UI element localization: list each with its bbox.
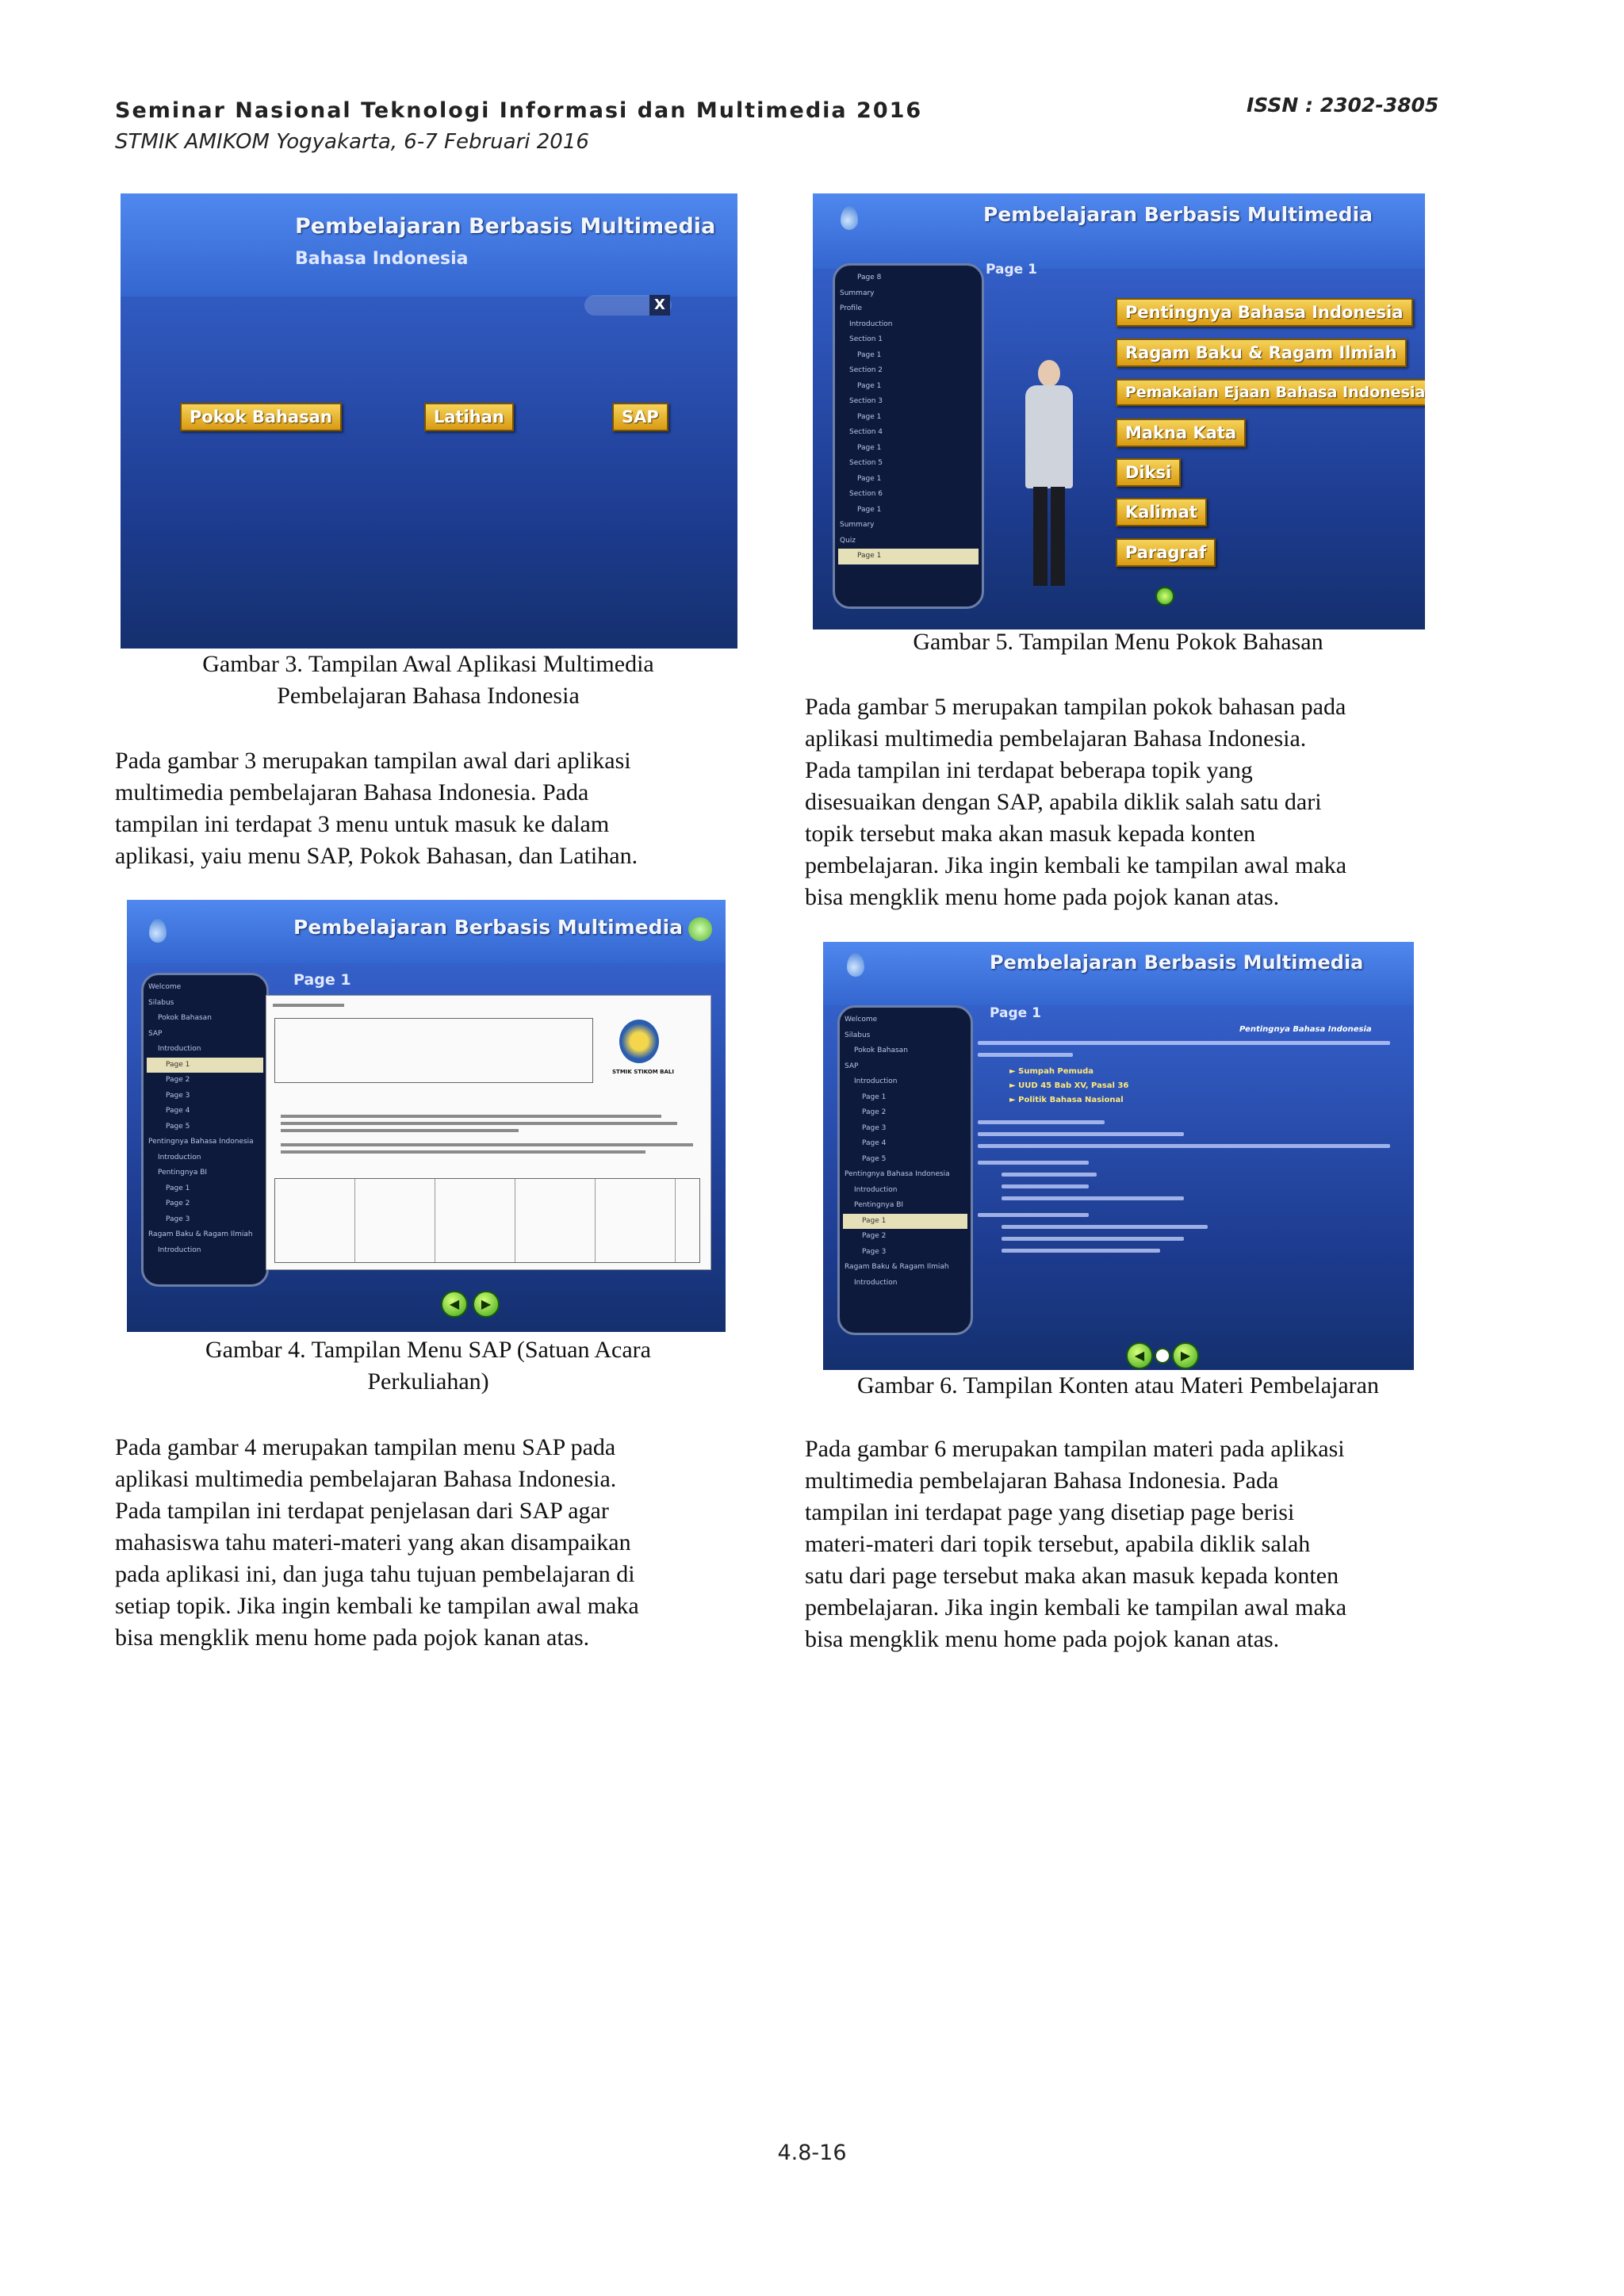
text-line: Pada gambar 6 merupakan tampilan materi pada aplikasi bbox=[805, 1436, 1345, 1462]
figure3-caption-line2: Pembelajaran Bahasa Indonesia bbox=[277, 683, 580, 709]
sidebar-item[interactable]: Page 5 bbox=[862, 1154, 887, 1163]
content-bullet: ► Sumpah Pemuda bbox=[1009, 1067, 1094, 1076]
document-topic-table bbox=[274, 1178, 700, 1263]
close-icon[interactable]: X bbox=[649, 295, 670, 316]
pokok-bahasan-button[interactable]: Pokok Bahasan bbox=[180, 403, 342, 431]
sidebar-item[interactable]: Page 4 bbox=[862, 1139, 887, 1147]
sidebar-item[interactable]: Page 2 bbox=[166, 1200, 190, 1207]
sidebar-item[interactable]: Page 8 bbox=[857, 274, 882, 281]
text-line: bisa mengklik menu home pada pojok kanan atas. bbox=[115, 1624, 590, 1651]
sidebar-item[interactable]: Section 6 bbox=[849, 490, 883, 498]
sidebar-item[interactable]: Page 2 bbox=[166, 1076, 190, 1084]
text-line: aplikasi, yaiu menu SAP, Pokok Bahasan, dan Latihan. bbox=[115, 843, 638, 869]
next-page-button[interactable]: ▶ bbox=[1172, 1342, 1199, 1369]
text-line: satu dari page tersebut maka akan masuk kepada konten bbox=[805, 1563, 1339, 1589]
sidebar-item[interactable]: Page 1 bbox=[843, 1214, 967, 1230]
paragraph-figure4 bbox=[115, 1432, 741, 1654]
issn-label: ISSN : 2302-3805 bbox=[1247, 94, 1439, 117]
sidebar-item[interactable]: Pentingnya Bahasa Indonesia bbox=[148, 1138, 254, 1146]
text-line: materi-materi dari topik tersebut, apabila diklik salah bbox=[805, 1531, 1311, 1557]
figure6-caption: Gambar 6. Tampilan Konten atau Materi Pembelajaran bbox=[857, 1372, 1379, 1399]
sidebar-item[interactable]: Welcome bbox=[845, 1016, 878, 1024]
page-label: Page 1 bbox=[990, 1005, 1041, 1021]
text-line: mahasiswa tahu materi-materi yang akan disampaikan bbox=[115, 1529, 631, 1556]
presenter-figure bbox=[1009, 360, 1089, 590]
content-bullet: ► Politik Bahasa Nasional bbox=[1009, 1096, 1124, 1104]
topic-button-paragraf[interactable]: Paragraf bbox=[1116, 538, 1216, 567]
figure5-screenshot bbox=[813, 193, 1425, 629]
logo-drop-icon bbox=[847, 953, 864, 977]
text-line: pembelajaran. Jika ingin kembali ke tampilan awal maka bbox=[805, 852, 1347, 878]
text-line: pada aplikasi ini, dan juga tahu tujuan pembelajaran di bbox=[115, 1561, 635, 1587]
sidebar-item[interactable]: Introduction bbox=[158, 1045, 201, 1053]
sidebar-item[interactable]: Page 1 bbox=[857, 474, 882, 483]
sidebar-item[interactable]: Quiz bbox=[840, 536, 856, 545]
figure4-screenshot bbox=[127, 900, 726, 1332]
sidebar-item[interactable]: Silabus bbox=[148, 998, 174, 1007]
content-bullet: ► UUD 45 Bab XV, Pasal 36 bbox=[1009, 1081, 1129, 1090]
paragraph-figure6 bbox=[805, 1433, 1433, 1655]
text-line: multimedia pembelajaran Bahasa Indonesia. Pada bbox=[805, 1468, 1279, 1494]
sidebar-item[interactable]: Introduction bbox=[854, 1278, 898, 1287]
app-title: Pembelajaran Berbasis Multimedia bbox=[983, 203, 1373, 226]
sidebar-item[interactable]: Page 2 bbox=[862, 1232, 887, 1240]
text-line: Pada gambar 4 merupakan tampilan menu SAP pada bbox=[115, 1434, 616, 1460]
sidebar-item[interactable]: Page 3 bbox=[166, 1215, 190, 1223]
sidebar-item[interactable]: Ragam Baku & Ragam Ilmiah bbox=[148, 1230, 253, 1238]
sidebar-item[interactable]: Page 1 bbox=[147, 1058, 263, 1073]
text-line: tampilan ini terdapat page yang disetiap page berisi bbox=[805, 1499, 1295, 1525]
topic-button-kalimat[interactable]: Kalimat bbox=[1116, 498, 1207, 526]
figure5-caption: Gambar 5. Tampilan Menu Pokok Bahasan bbox=[913, 629, 1323, 655]
topic-button-pentingnya-bi[interactable]: Pentingnya Bahasa Indonesia bbox=[1116, 298, 1413, 327]
page-label: Page 1 bbox=[293, 971, 351, 989]
sidebar-item[interactable]: Page 1 bbox=[857, 443, 882, 452]
sidebar-item[interactable]: Introduction bbox=[849, 320, 893, 328]
text-line: setiap topik. Jika ingin kembali ke tampilan awal maka bbox=[115, 1593, 639, 1619]
sidebar-item[interactable]: Page 1 bbox=[166, 1184, 190, 1192]
sidebar-item[interactable]: Pokok Bahasan bbox=[854, 1047, 908, 1054]
sidebar-item[interactable]: Silabus bbox=[845, 1031, 871, 1039]
sap-document bbox=[266, 995, 711, 1270]
sidebar-item[interactable]: Pokok Bahasan bbox=[158, 1014, 212, 1022]
text-line: topik tersebut maka akan masuk kepada konten bbox=[805, 821, 1256, 847]
sidebar-nav[interactable] bbox=[141, 973, 269, 1287]
sidebar-item[interactable]: Introduction bbox=[158, 1153, 201, 1161]
figure3-caption bbox=[111, 649, 745, 712]
next-page-button[interactable]: ▶ bbox=[473, 1291, 500, 1318]
app-title: Pembelajaran Berbasis Multimedia bbox=[990, 951, 1364, 974]
logo-drop-icon bbox=[841, 206, 858, 230]
text-line: tampilan ini terdapat 3 menu untuk masuk ke dalam bbox=[115, 811, 610, 837]
prev-page-button[interactable]: ◀ bbox=[441, 1291, 468, 1318]
sidebar-item[interactable]: Section 3 bbox=[849, 397, 883, 405]
sidebar-item[interactable]: Introduction bbox=[854, 1077, 898, 1085]
sidebar-item[interactable]: SAP bbox=[148, 1029, 163, 1038]
sidebar-item[interactable]: Page 1 bbox=[857, 350, 882, 359]
text-line: Pada gambar 5 merupakan tampilan pokok bahasan pada bbox=[805, 694, 1346, 720]
home-dot-icon[interactable] bbox=[1155, 587, 1174, 606]
sidebar-item[interactable]: Section 1 bbox=[849, 335, 883, 343]
latihan-button[interactable]: Latihan bbox=[424, 403, 514, 431]
sidebar-item[interactable]: Summary bbox=[840, 521, 875, 529]
stikom-logo bbox=[619, 1020, 659, 1063]
sidebar-item[interactable]: Page 1 bbox=[838, 549, 979, 564]
text-line: bisa mengklik menu home pada pojok kanan atas. bbox=[805, 884, 1280, 910]
sidebar-item[interactable]: Page 1 bbox=[857, 381, 882, 390]
sidebar-item[interactable]: Pentingnya BI bbox=[158, 1169, 208, 1177]
app-title: Pembelajaran Berbasis Multimedia bbox=[295, 214, 716, 239]
sidebar-nav[interactable] bbox=[833, 263, 984, 609]
sidebar-item[interactable]: Introduction bbox=[854, 1185, 898, 1194]
figure3-screenshot bbox=[121, 193, 737, 649]
text-line: bisa mengklik menu home pada pojok kanan atas. bbox=[805, 1626, 1280, 1652]
sidebar-item[interactable]: Page 3 bbox=[166, 1091, 190, 1100]
figure6-screenshot bbox=[823, 942, 1414, 1370]
sidebar-item[interactable]: Page 2 bbox=[862, 1108, 887, 1116]
text-line: Pada gambar 3 merupakan tampilan awal dari aplikasi bbox=[115, 748, 631, 774]
sidebar-item[interactable]: Page 3 bbox=[862, 1247, 887, 1256]
sidebar-item[interactable]: Pentingnya Bahasa Indonesia bbox=[845, 1170, 950, 1178]
paragraph-figure3 bbox=[115, 745, 741, 872]
topic-button-ragam-baku[interactable]: Ragam Baku & Ragam Ilmiah bbox=[1116, 339, 1407, 367]
sidebar-item[interactable]: Welcome bbox=[148, 983, 182, 991]
conference-title: Seminar Nasional Teknologi Informasi dan Multimedia 2016 bbox=[115, 98, 923, 123]
page-label: Page 1 bbox=[986, 262, 1037, 277]
figure4-caption-line1: Gambar 4. Tampilan Menu SAP (Satuan Acara bbox=[205, 1337, 651, 1363]
sidebar-item[interactable]: Section 2 bbox=[849, 366, 883, 374]
sidebar-item[interactable]: Page 1 bbox=[857, 505, 882, 514]
sidebar-item[interactable]: Page 4 bbox=[166, 1107, 190, 1115]
sidebar-item[interactable]: Section 4 bbox=[849, 428, 883, 436]
conference-venue: STMIK AMIKOM Yogyakarta, 6-7 Februari 2016 bbox=[115, 130, 589, 154]
figure4-caption bbox=[111, 1334, 745, 1398]
page-number: 4.8-16 bbox=[777, 2141, 847, 2165]
sidebar-item[interactable]: Profile bbox=[840, 304, 862, 312]
sidebar-item[interactable]: Page 1 bbox=[857, 412, 882, 421]
figure3-caption-line1: Gambar 3. Tampilan Awal Aplikasi Multimedia bbox=[202, 651, 654, 677]
text-line: Pada tampilan ini terdapat beberapa topik yang bbox=[805, 757, 1253, 783]
sidebar-item[interactable]: Pentingnya BI bbox=[854, 1201, 904, 1209]
content-panel bbox=[978, 1025, 1406, 1326]
logo-drop-icon bbox=[149, 919, 167, 943]
sidebar-item[interactable]: Page 1 bbox=[862, 1093, 887, 1101]
app-subtitle: Bahasa Indonesia bbox=[295, 249, 469, 269]
prev-page-button[interactable]: ◀ bbox=[1126, 1342, 1153, 1369]
paragraph-figure5 bbox=[805, 691, 1433, 913]
figure4-caption-line2: Perkuliahan) bbox=[367, 1368, 489, 1395]
text-line: pembelajaran. Jika ingin kembali ke tampilan awal maka bbox=[805, 1594, 1347, 1621]
home-dot-icon[interactable] bbox=[1155, 1348, 1170, 1364]
sidebar-item[interactable]: Summary bbox=[840, 289, 875, 297]
stamp-text: STMIK STIKOM BALI bbox=[612, 1069, 674, 1075]
app-title: Pembelajaran Berbasis Multimedia bbox=[293, 916, 684, 939]
sidebar-item[interactable]: Section 5 bbox=[849, 459, 883, 467]
text-line: multimedia pembelajaran Bahasa Indonesia. Pada bbox=[115, 779, 589, 806]
document-table-header bbox=[274, 1018, 593, 1083]
content-heading: Pentingnya Bahasa Indonesia bbox=[1239, 1025, 1372, 1034]
topic-button-diksi[interactable]: Diksi bbox=[1116, 458, 1181, 487]
home-icon[interactable] bbox=[688, 917, 712, 941]
topic-button-ejaan[interactable]: Pemakaian Ejaan Bahasa Indonesia bbox=[1116, 379, 1425, 406]
text-line: Pada tampilan ini terdapat penjelasan dari SAP agar bbox=[115, 1498, 609, 1524]
sidebar-item[interactable]: Page 5 bbox=[166, 1122, 190, 1131]
sidebar-item[interactable]: Page 3 bbox=[862, 1123, 887, 1132]
sidebar-nav[interactable] bbox=[837, 1005, 973, 1335]
text-line: disesuaikan dengan SAP, apabila diklik salah satu dari bbox=[805, 789, 1322, 815]
topic-button-makna-kata[interactable]: Makna Kata bbox=[1116, 419, 1246, 447]
text-line: aplikasi multimedia pembelajaran Bahasa Indonesia. bbox=[805, 725, 1307, 752]
sidebar-item[interactable]: SAP bbox=[845, 1062, 859, 1070]
sap-button[interactable]: SAP bbox=[612, 403, 668, 431]
text-line: aplikasi multimedia pembelajaran Bahasa Indonesia. bbox=[115, 1466, 617, 1492]
sidebar-item[interactable]: Ragam Baku & Ragam Ilmiah bbox=[845, 1263, 949, 1271]
sidebar-item[interactable]: Introduction bbox=[158, 1246, 201, 1254]
